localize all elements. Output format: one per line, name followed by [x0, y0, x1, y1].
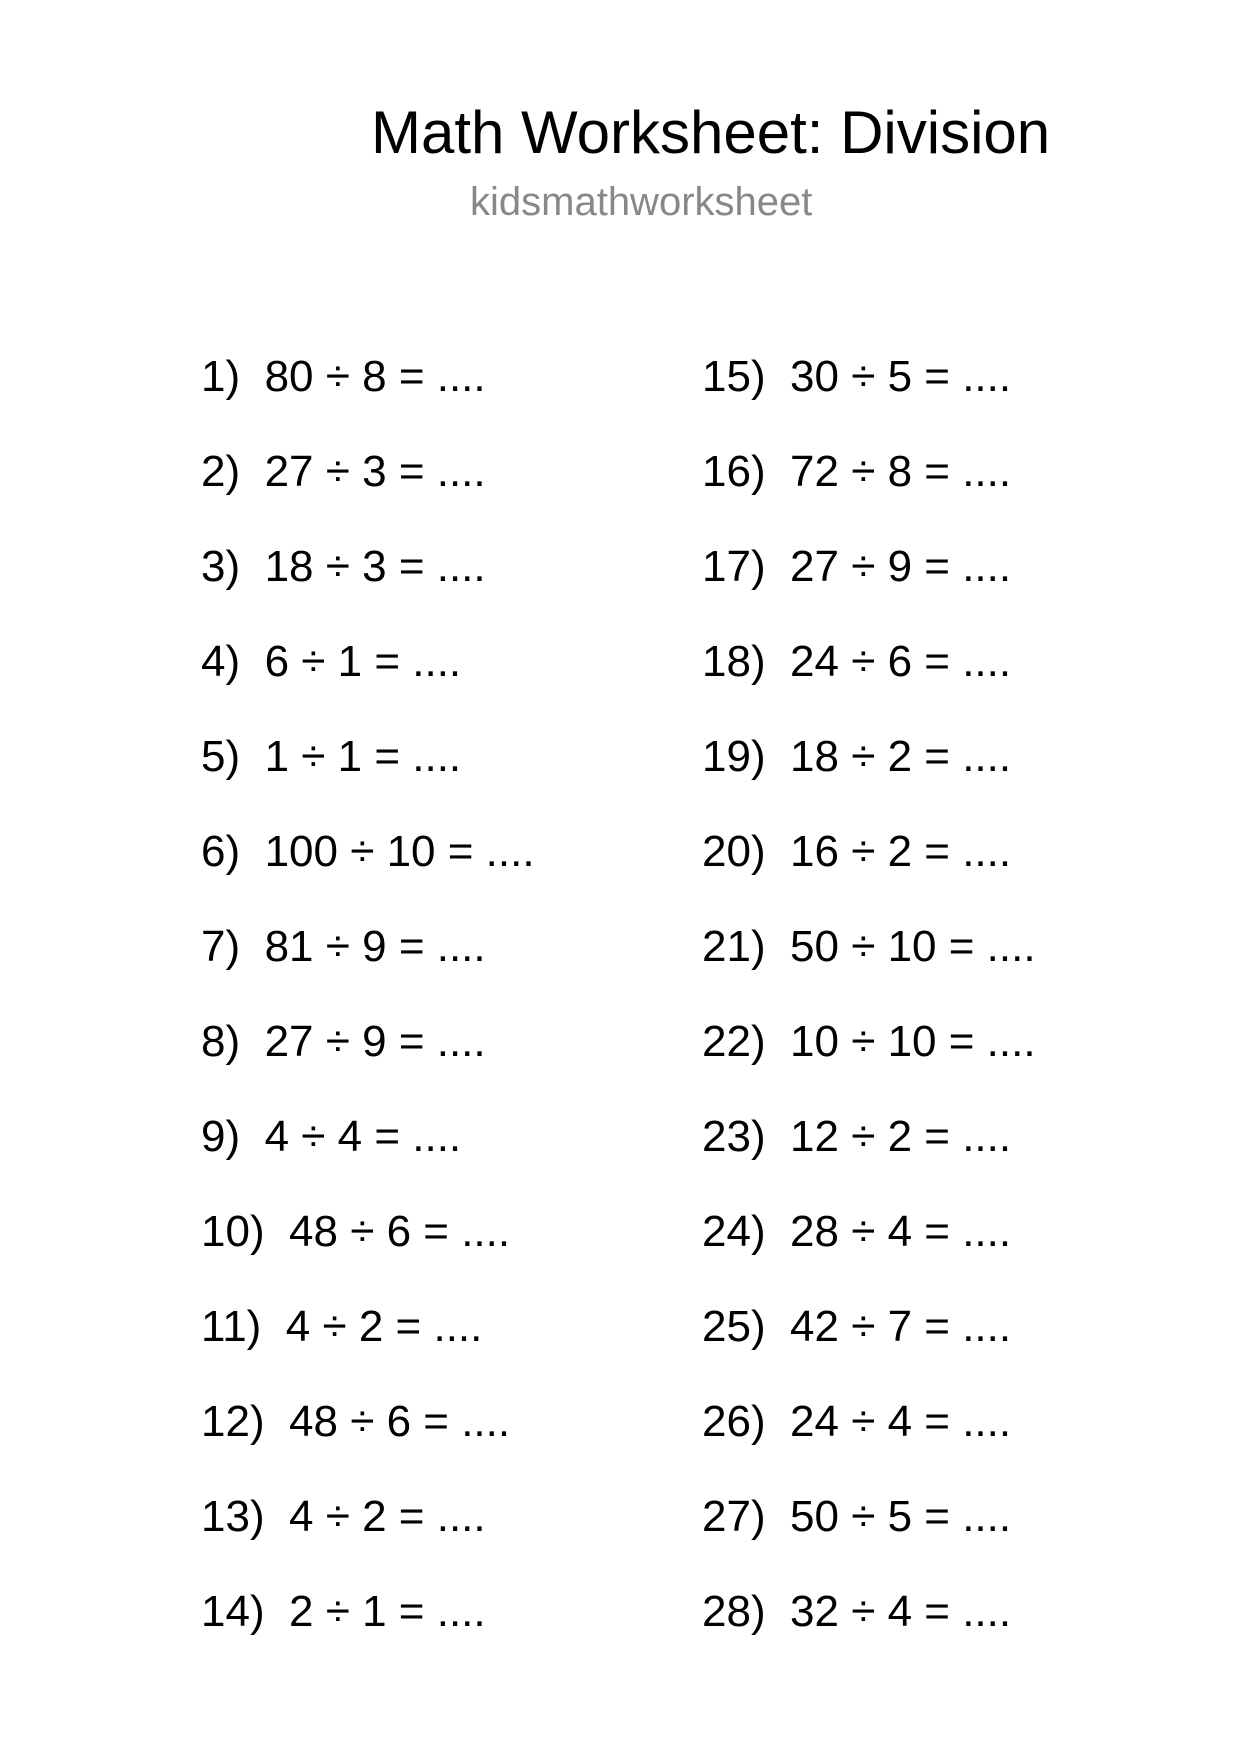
- problem-expression: 48 ÷ 6 = ....: [289, 1397, 511, 1446]
- problem-number: 27): [702, 1492, 766, 1541]
- problem-item: [201, 352, 486, 402]
- problem-expression: 27 ÷ 9 = ....: [264, 1017, 486, 1066]
- problem-item: [702, 447, 1011, 497]
- problem-item: [702, 352, 1011, 402]
- problem-item: [702, 1397, 1011, 1447]
- problem-number: 5): [201, 732, 241, 781]
- problem-item: [702, 922, 1036, 972]
- problem-item: [201, 1397, 510, 1447]
- page-subtitle: kidsmathworksheet: [470, 180, 813, 224]
- problem-number: 28): [702, 1587, 766, 1636]
- problem-expression: 50 ÷ 5 = ....: [790, 1492, 1012, 1541]
- page-title: Math Worksheet: Division: [371, 99, 1051, 166]
- problem-item: [702, 1587, 1011, 1637]
- problem-number: 13): [201, 1492, 265, 1541]
- problem-expression: 24 ÷ 6 = ....: [790, 637, 1012, 686]
- problem-number: 14): [201, 1587, 265, 1636]
- problem-expression: 4 ÷ 4 = ....: [264, 1112, 462, 1161]
- problem-number: 1): [201, 352, 241, 401]
- problem-number: 11): [201, 1302, 262, 1351]
- problem-expression: 10 ÷ 10 = ....: [790, 1017, 1036, 1066]
- problem-expression: 27 ÷ 3 = ....: [264, 447, 486, 496]
- problem-number: 12): [201, 1397, 265, 1446]
- problem-expression: 42 ÷ 7 = ....: [790, 1302, 1012, 1351]
- problem-number: 22): [702, 1017, 766, 1066]
- problem-item: [201, 732, 461, 782]
- problem-expression: 50 ÷ 10 = ....: [790, 922, 1036, 971]
- problem-expression: 6 ÷ 1 = ....: [264, 637, 462, 686]
- problem-item: [201, 1587, 486, 1637]
- problem-number: 9): [201, 1112, 241, 1161]
- problem-item: [201, 542, 486, 592]
- problem-item: [702, 1302, 1011, 1352]
- problem-expression: 16 ÷ 2 = ....: [790, 827, 1012, 876]
- problem-expression: 4 ÷ 2 = ....: [285, 1302, 483, 1351]
- problem-number: 10): [201, 1207, 265, 1256]
- problem-expression: 18 ÷ 3 = ....: [264, 542, 486, 591]
- problem-item: [201, 922, 486, 972]
- problem-item: [702, 732, 1011, 782]
- problem-number: 6): [201, 827, 241, 876]
- problem-number: 15): [702, 352, 766, 401]
- problem-item: [201, 1207, 510, 1257]
- problem-item: [201, 637, 461, 687]
- problem-number: 3): [201, 542, 241, 591]
- problem-number: 2): [201, 447, 241, 496]
- problem-number: 4): [201, 637, 241, 686]
- problem-item: [702, 1492, 1011, 1542]
- problem-expression: 2 ÷ 1 = ....: [289, 1587, 486, 1636]
- problem-number: 25): [702, 1302, 766, 1351]
- problem-item: [702, 542, 1011, 592]
- problem-number: 26): [702, 1397, 766, 1446]
- problem-number: 17): [702, 542, 766, 591]
- problem-item: [702, 1112, 1011, 1162]
- problem-number: 7): [201, 922, 241, 971]
- problem-expression: 72 ÷ 8 = ....: [790, 447, 1012, 496]
- problem-expression: 27 ÷ 9 = ....: [790, 542, 1012, 591]
- problem-item: [702, 1207, 1011, 1257]
- problem-number: 8): [201, 1017, 241, 1066]
- problem-number: 18): [702, 637, 766, 686]
- problem-item: [702, 827, 1011, 877]
- problem-expression: 80 ÷ 8 = ....: [264, 352, 486, 401]
- problem-number: 21): [702, 922, 766, 971]
- problem-expression: 28 ÷ 4 = ....: [790, 1207, 1012, 1256]
- problem-expression: 48 ÷ 6 = ....: [289, 1207, 511, 1256]
- problem-number: 23): [702, 1112, 766, 1161]
- problem-item: [201, 1017, 486, 1067]
- problem-expression: 18 ÷ 2 = ....: [790, 732, 1012, 781]
- problem-expression: 100 ÷ 10 = ....: [264, 827, 535, 876]
- problem-item: [201, 447, 486, 497]
- problem-expression: 24 ÷ 4 = ....: [790, 1397, 1012, 1446]
- problem-item: [201, 1302, 482, 1352]
- problem-number: 24): [702, 1207, 766, 1256]
- problem-expression: 1 ÷ 1 = ....: [264, 732, 462, 781]
- problem-item: [702, 637, 1011, 687]
- problem-expression: 30 ÷ 5 = ....: [790, 352, 1012, 401]
- problem-item: [702, 1017, 1036, 1067]
- problem-expression: 32 ÷ 4 = ....: [790, 1587, 1012, 1636]
- problem-item: [201, 827, 535, 877]
- problem-number: 16): [702, 447, 766, 496]
- problem-item: [201, 1492, 486, 1542]
- problem-item: [201, 1112, 461, 1162]
- problem-expression: 81 ÷ 9 = ....: [264, 922, 486, 971]
- problem-number: 20): [702, 827, 766, 876]
- problem-number: 19): [702, 732, 766, 781]
- problem-expression: 4 ÷ 2 = ....: [289, 1492, 486, 1541]
- problem-expression: 12 ÷ 2 = ....: [790, 1112, 1012, 1161]
